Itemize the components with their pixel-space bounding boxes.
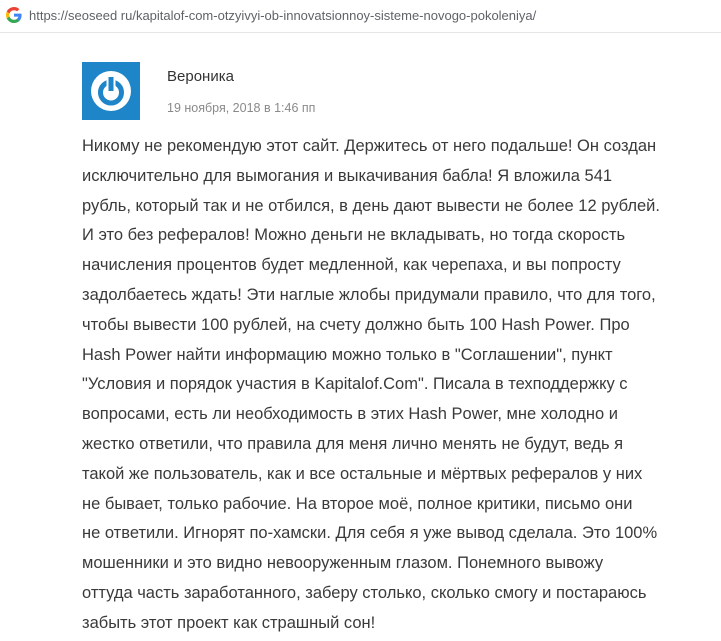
comment-line: оттуда часть заработанного, заберу столько, сколько смогу и постараюсь	[82, 583, 647, 602]
comment-line: рубль, который так и не отбился, в день дают вывести не более 12 рублей.	[82, 196, 660, 215]
comment-line: такой же пользователь, как и все остальные и мёртвых рефералов у них	[82, 464, 643, 483]
comment-date[interactable]: 19 ноября, 2018 в 1:46 пп	[167, 101, 316, 115]
power-icon	[82, 62, 140, 120]
comment-line: не бывает, только рабочие. На второе моё, полное критики, письмо они	[82, 494, 633, 513]
comment-line: забыть этот проект как страшный сон!	[82, 613, 376, 632]
comment-text	[82, 132, 714, 639]
address-bar[interactable]	[0, 0, 721, 33]
comment-line: Hash Power найти информацию можно только в "Соглашении", пункт	[82, 345, 613, 364]
comment-line: чтобы вывести 100 рублей, на счету должно быть 100 Hash Power. Про	[82, 315, 630, 334]
comment-line: не ответили. Игнорят по-хамски. Для себя я уже вывод сделала. Это 100%	[82, 524, 658, 543]
comment-author[interactable]: Вероника	[167, 68, 234, 85]
url-text[interactable]: https://seoseed ru/kapitalof-com-otzyivyi-ob-innovatsionnoy-sisteme-novogo-pokoleniya/	[29, 8, 537, 23]
comment-line: И это без рефералов! Можно деньги не вкладывать, но тогда скорость	[82, 226, 626, 245]
comment-line: вопросами, есть ли необходимость в этих Hash Power, мне холодно и	[82, 405, 618, 424]
comment-line: жестко ответили, что правила для меня лично менять не будут, ведь я	[82, 434, 624, 453]
comment-line: Никому не рекомендую этот сайт. Держитесь от него подальше! Он создан	[82, 137, 657, 155]
avatar	[82, 62, 140, 120]
google-icon	[6, 7, 22, 23]
comment-line: "Условия и порядок участия в Kapitalof.Com". Писала в техподдержку с	[82, 375, 628, 394]
comment	[0, 33, 721, 641]
comment-line: мошенники и это видно невооруженным глазом. Понемного вывожу	[82, 554, 604, 573]
comment-line: задолбаетесь ждать! Эти наглые жлобы придумали правило, что для того,	[82, 285, 656, 304]
comment-line: начисления процентов будет медленной, как черепаха, и вы попросту	[82, 256, 621, 275]
comment-line: исключительно для вымогания и выкачивания бабла! Я вложила 541	[82, 166, 613, 185]
